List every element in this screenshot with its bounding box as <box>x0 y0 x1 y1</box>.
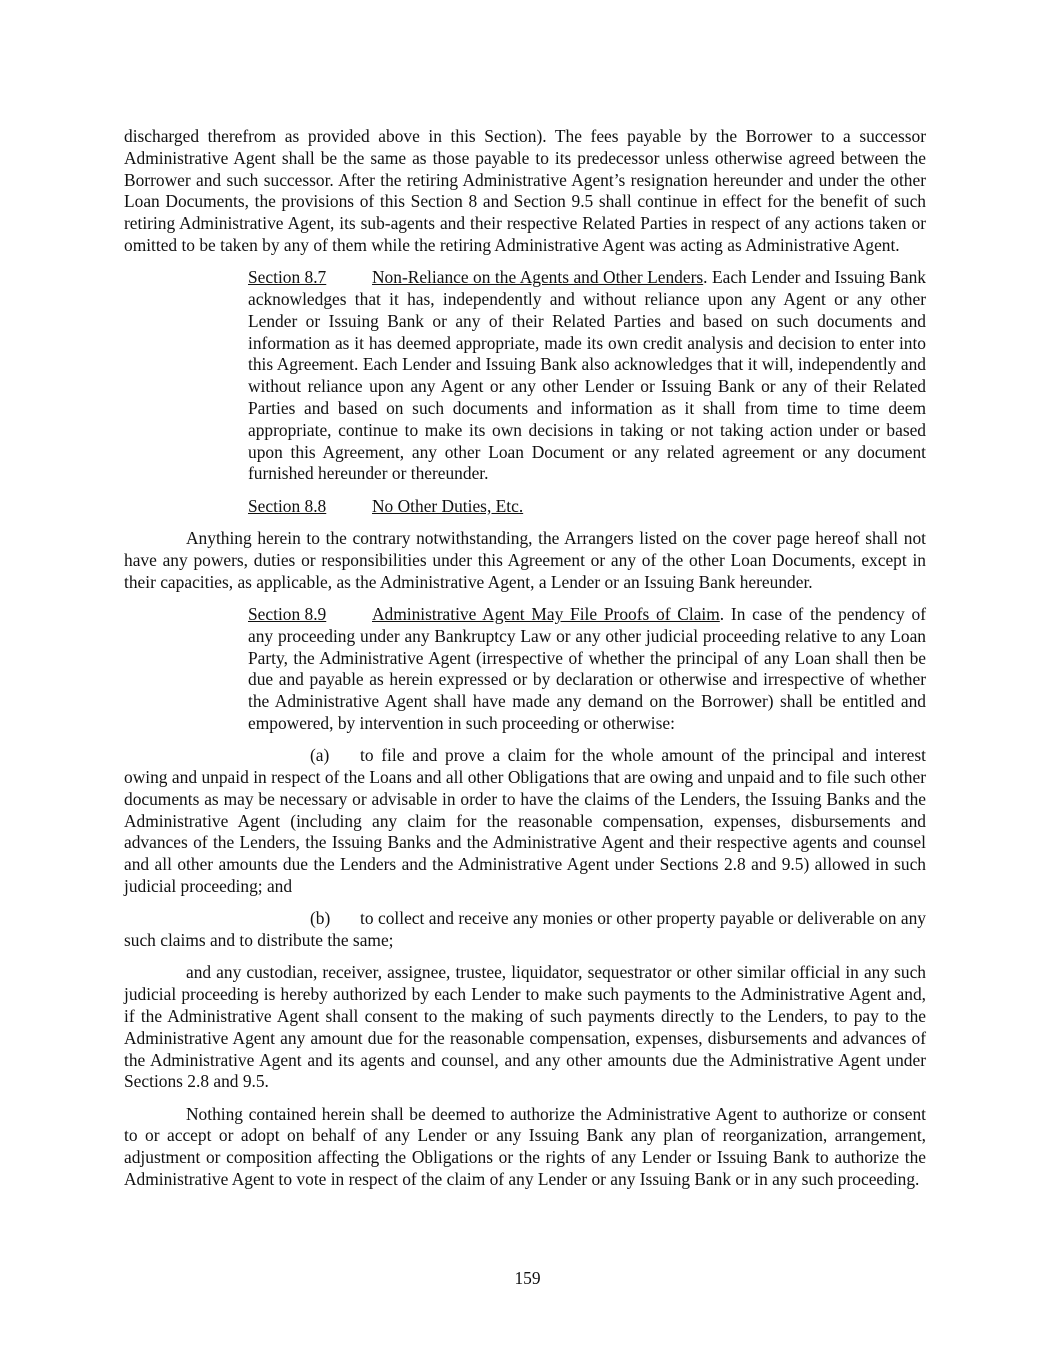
paragraph-custodian: and any custodian, receiver, assignee, trustee, liquidator, sequestrator or other similar official in any such judicial proceeding is hereby authorized by each Lender to make such payments to the Administrative Agent and, if the Administrative Agent shall consent to the making of such payments directly to the Lenders, to pay to the Administrative Agent any amount due for the reasonable compensation, expenses, disbursements and advances of the Administrative Agent and its agents and counsel, and any other amounts due the Administrative Agent under Sections 2.8 and 9.5. <box>124 962 926 1092</box>
section-title: No Other Duties, Etc. <box>372 495 524 516</box>
paragraph-continued: discharged therefrom as provided above in this Section). The fees payable by the Borrower to a successor Administrative Agent shall be the same as those payable to its predecessor unless otherwise agreed between the Borrower and such successor. After the retiring Administrative Agent’s resignation hereunder and under the other Loan Documents, the provisions of this Section 8 and Section 9.5 shall continue in effect for the benefit of such retiring Administrative Agent, its sub-agents and their respective Related Parties in respect of any actions taken or omitted to be taken by any of them while the retiring Administrative Agent was acting as Administrative Agent. <box>124 126 926 255</box>
clause-text: to file and prove a claim for the whole amount of the principal and interest owing and unpaid in respect of the Loans and all other Obligations that are owing and unpaid and to file such other documents as may be necessary or advisable in order to have the claims of the Lenders, the Issuing Banks and the Administrative Agent (including any claim for the reasonable compensation, expenses, disbursements and advances of the Lenders, the Issuing Banks and the Administrative Agent and their respective agents and counsel and all other amounts due the Lenders and the Administrative Agent under Sections 2.8 and 9.5) allowed in such judicial proceeding; and <box>124 745 926 896</box>
clause-label: (b) <box>310 908 331 929</box>
section-number: Section 8.9 <box>248 603 327 624</box>
clause-b <box>124 908 926 952</box>
clause-text: to collect and receive any monies or other property payable or deliverable on any such claims and to distribute the same; <box>124 908 926 951</box>
section-8-8-body: Anything herein to the contrary notwithstanding, the Arrangers listed on the cover page hereof shall not have any powers, duties or responsibilities under this Agreement or any of the other Loan Documents, except in their capacities, as applicable, as the Administrative Agent, a Lender or an Issuing Bank hereunder. <box>124 528 926 592</box>
section-8-9 <box>124 604 926 735</box>
section-body: . In case of the pendency of any proceeding under any Bankruptcy Law or any other judicial proceeding relative to any Loan Party, the Administrative Agent (irrespective of whether the principal of any Loan shall then be due and payable as herein expressed or by declaration or otherwise and irrespective of whether the Administrative Agent shall have made any demand on the Borrower) shall be entitled and empowered, by intervention in such proceeding or otherwise: <box>248 603 926 733</box>
page-number: 159 <box>514 1268 541 1288</box>
section-title: Administrative Agent May File Proofs of Claim <box>372 603 720 624</box>
document-page <box>124 126 926 1191</box>
clause-a <box>124 745 926 898</box>
section-8-7 <box>124 267 926 485</box>
section-title: Non-Reliance on the Agents and Other Lenders <box>372 267 704 288</box>
paragraph-nothing-contained: Nothing contained herein shall be deemed to authorize the Administrative Agent to authorize or consent to or accept or adopt on behalf of any Lender or any Issuing Bank any plan of reorganization, arrangement, adjustment or composition affecting the Obligations or the rights of any Lender or Issuing Bank to authorize the Administrative Agent to vote in respect of the claim of any Lender or any Issuing Bank or in any such proceeding. <box>124 1103 926 1190</box>
section-number: Section 8.8 <box>248 495 327 516</box>
clause-label: (a) <box>310 745 330 766</box>
section-body: . Each Lender and Issuing Bank acknowledges that it has, independently and without reliance upon any Agent or any other Lender or Issuing Bank or any of their Related Parties and based on such documents and information as it has deemed appropriate, made its own credit analysis and decision to enter into this Agreement. Each Lender and Issuing Bank also acknowledges that it will, independently and without reliance upon any Agent or any other Lender or Issuing Bank or any of their Related Parties and based on such documents and information as it shall from time to time deem appropriate, continue to make its own decisions in taking or not taking action under or based upon this Agreement, any other Loan Document or any related agreement or any document furnished hereunder or thereunder. <box>248 267 926 484</box>
section-number: Section 8.7 <box>248 267 327 288</box>
section-8-8-heading <box>124 496 926 518</box>
